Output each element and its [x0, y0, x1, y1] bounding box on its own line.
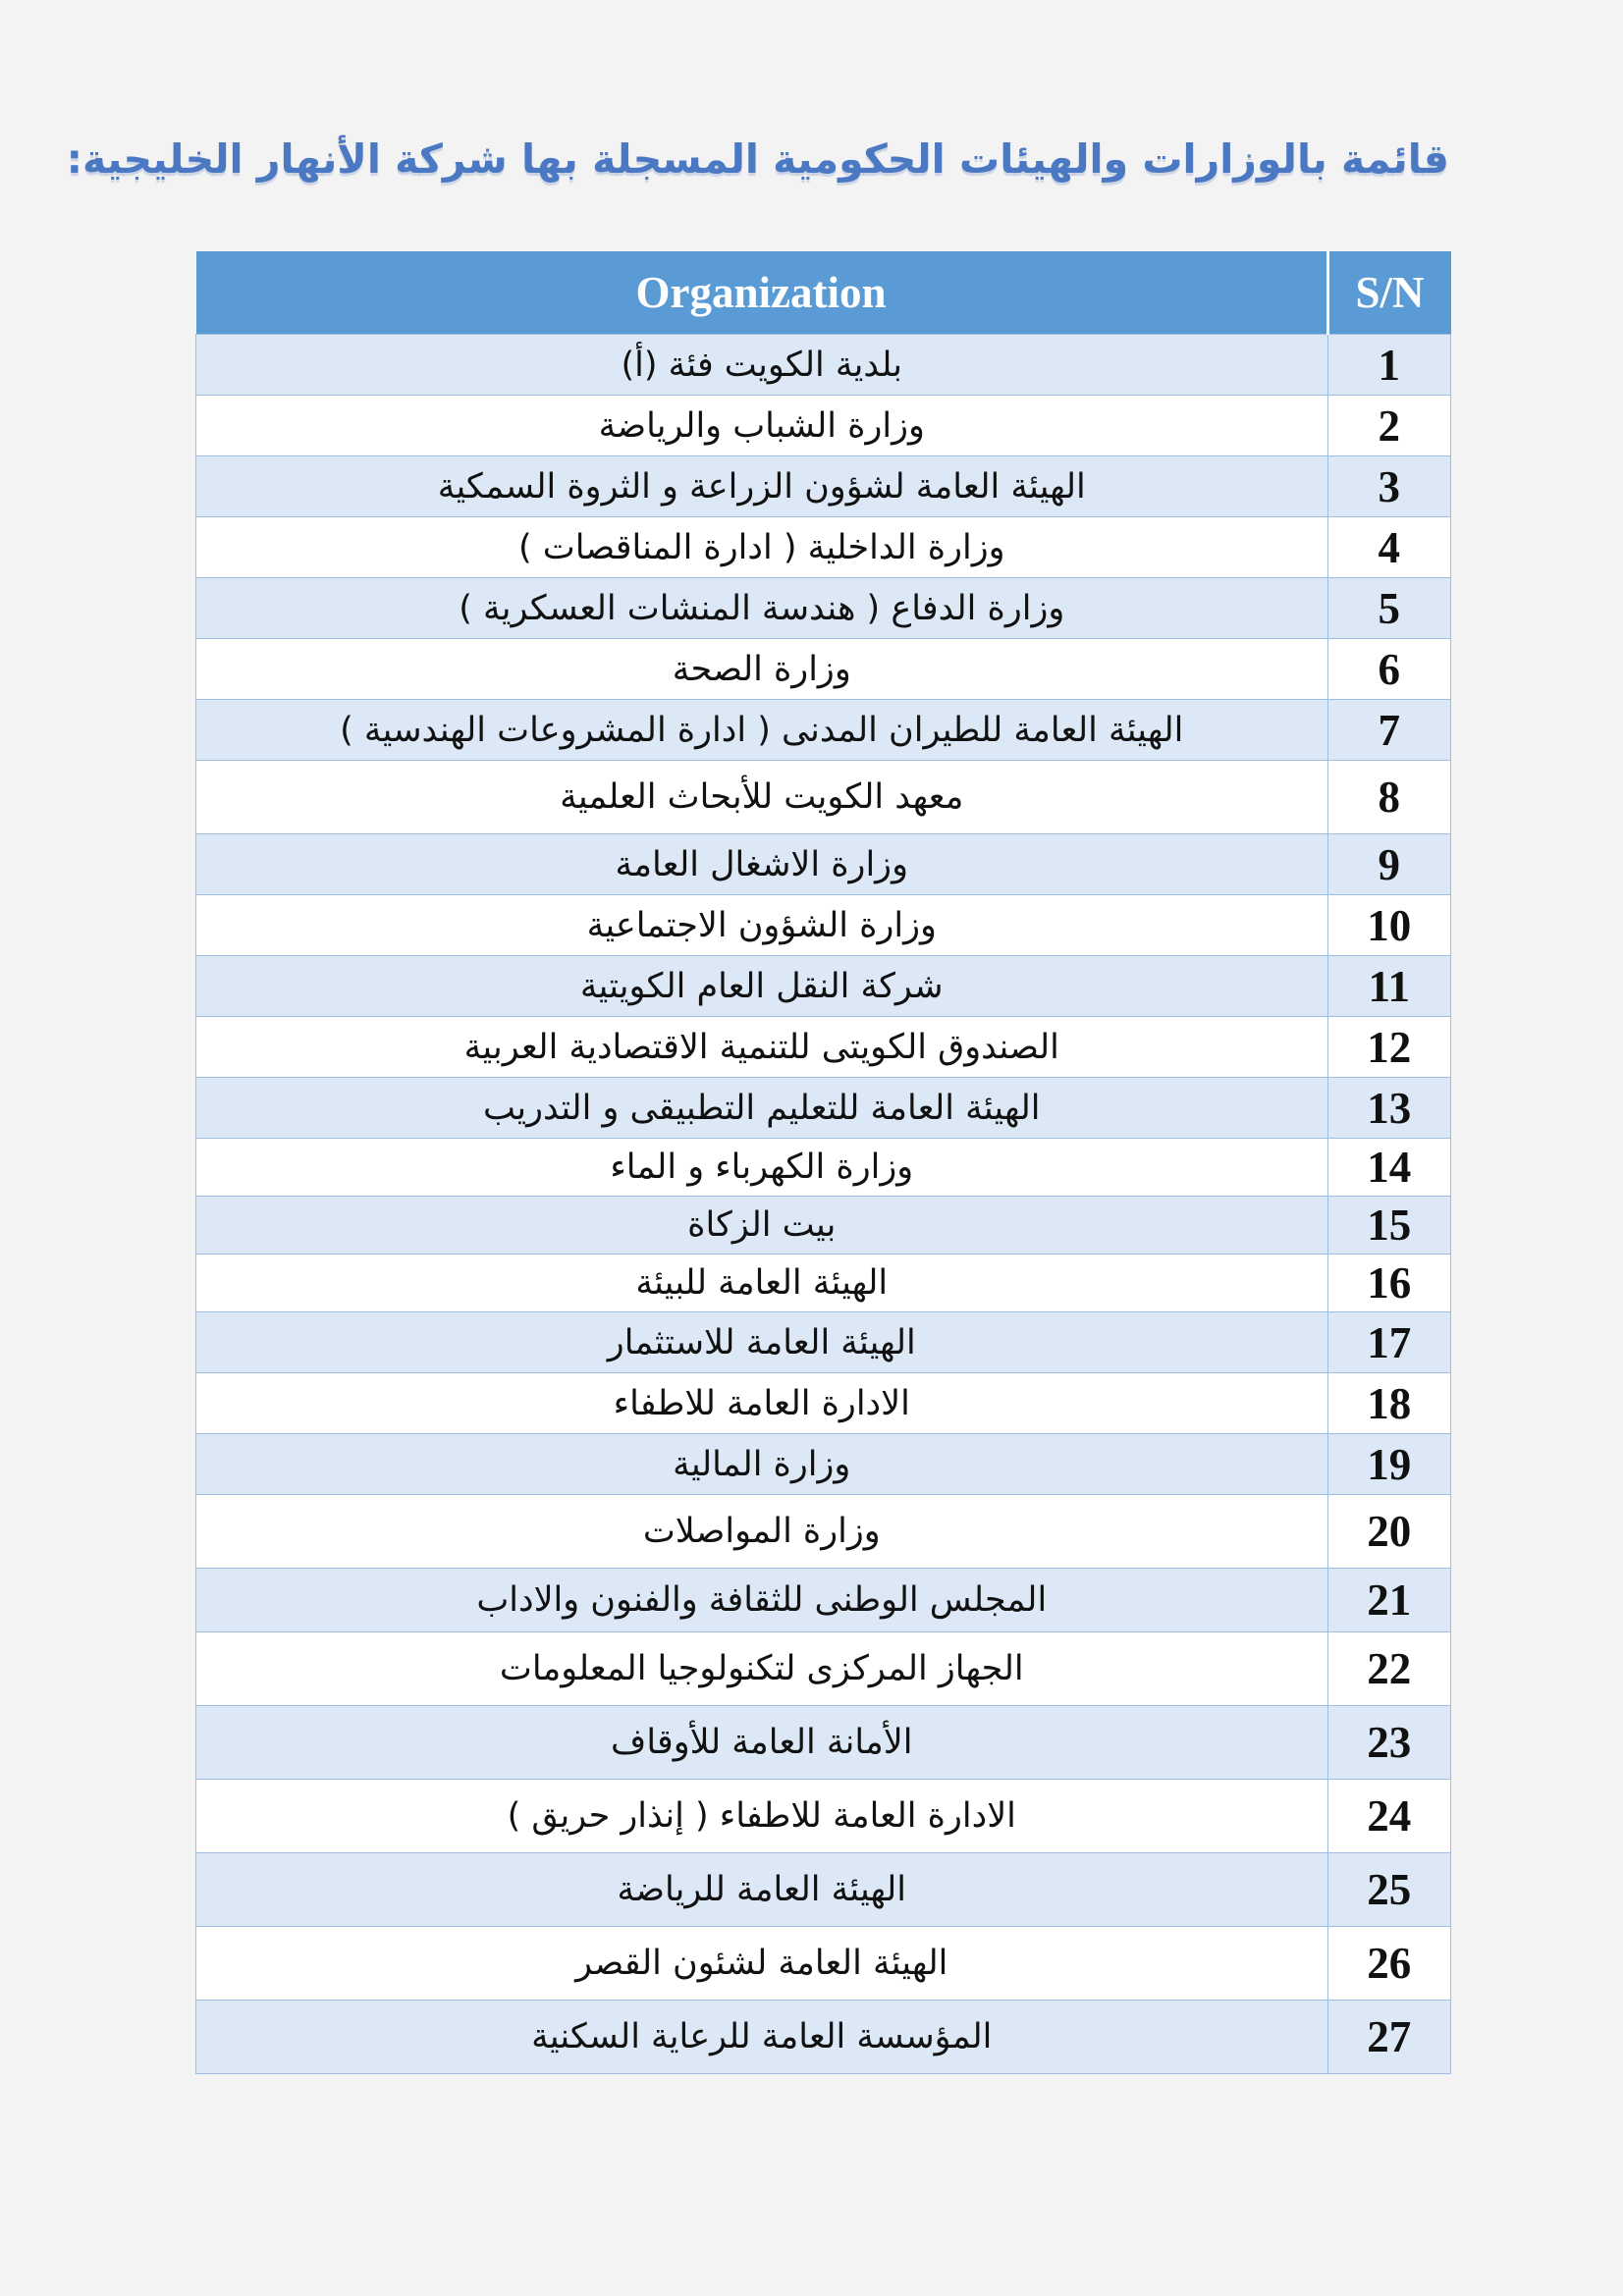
table-row	[196, 1255, 1451, 1312]
table-row	[196, 1312, 1451, 1373]
organization-cell: الهيئة العامة لشئون القصر	[196, 1927, 1328, 2001]
organization-cell: وزارة الداخلية ( ادارة المناقصات )	[196, 517, 1328, 578]
table-row	[196, 1197, 1451, 1255]
serial-number-cell: 23	[1327, 1706, 1451, 1780]
serial-number-cell: 5	[1327, 578, 1451, 639]
table-row	[196, 1927, 1451, 2001]
serial-number-cell: 25	[1327, 1853, 1451, 1927]
header-sn: S/N	[1327, 251, 1451, 335]
table-row	[196, 1853, 1451, 1927]
serial-number-cell: 20	[1327, 1495, 1451, 1569]
table-row	[196, 456, 1451, 517]
organization-cell: المجلس الوطنى للثقافة والفنون والاداب	[196, 1569, 1328, 1632]
organization-cell: وزارة الصحة	[196, 639, 1328, 700]
table-row	[196, 1078, 1451, 1139]
serial-number-cell: 2	[1327, 396, 1451, 456]
table-row	[196, 1632, 1451, 1706]
serial-number-cell: 16	[1327, 1255, 1451, 1312]
serial-number-cell: 18	[1327, 1373, 1451, 1434]
serial-number-cell: 15	[1327, 1197, 1451, 1255]
serial-number-cell: 4	[1327, 517, 1451, 578]
organization-cell: بلدية الكويت فئة (أ)	[196, 335, 1328, 396]
table-row	[196, 1139, 1451, 1197]
serial-number-cell: 22	[1327, 1632, 1451, 1706]
serial-number-cell: 1	[1327, 335, 1451, 396]
table-row	[196, 578, 1451, 639]
organization-cell: الهيئة العامة للتعليم التطبيقى و التدريب	[196, 1078, 1328, 1139]
serial-number-cell: 19	[1327, 1434, 1451, 1495]
organization-cell: المؤسسة العامة للرعاية السكنية	[196, 2001, 1328, 2074]
table-row	[196, 1017, 1451, 1078]
table-row	[196, 956, 1451, 1017]
table-body	[196, 335, 1451, 2074]
table-row	[196, 834, 1451, 895]
organization-cell: الهيئة العامة لشؤون الزراعة و الثروة السمكية	[196, 456, 1328, 517]
organization-cell: الادارة العامة للاطفاء ( إنذار حريق )	[196, 1780, 1328, 1853]
table-row	[196, 1434, 1451, 1495]
organization-cell: الصندوق الكويتى للتنمية الاقتصادية العربية	[196, 1017, 1328, 1078]
organization-cell: وزارة الاشغال العامة	[196, 834, 1328, 895]
serial-number-cell: 10	[1327, 895, 1451, 956]
organization-cell: وزارة الكهرباء و الماء	[196, 1139, 1328, 1197]
organization-cell: الادارة العامة للاطفاء	[196, 1373, 1328, 1434]
serial-number-cell: 21	[1327, 1569, 1451, 1632]
page-title: قائمة بالوزارات والهيئات الحكومية المسجلة بها شركة الأنهار الخليجية:	[66, 135, 1449, 183]
serial-number-cell: 24	[1327, 1780, 1451, 1853]
organization-cell: الجهاز المركزى لتكنولوجيا المعلومات	[196, 1632, 1328, 1706]
table-row	[196, 517, 1451, 578]
table-row	[196, 700, 1451, 761]
organization-cell: وزارة المالية	[196, 1434, 1328, 1495]
organization-cell: وزارة الدفاع ( هندسة المنشات العسكرية )	[196, 578, 1328, 639]
table-row	[196, 895, 1451, 956]
organization-cell: الهيئة العامة للاستثمار	[196, 1312, 1328, 1373]
header-organization: Organization	[196, 251, 1328, 335]
table-row	[196, 1569, 1451, 1632]
serial-number-cell: 14	[1327, 1139, 1451, 1197]
organization-cell: الأمانة العامة للأوقاف	[196, 1706, 1328, 1780]
table-header-row	[196, 251, 1451, 335]
serial-number-cell: 3	[1327, 456, 1451, 517]
serial-number-cell: 13	[1327, 1078, 1451, 1139]
serial-number-cell: 26	[1327, 1927, 1451, 2001]
table-row	[196, 2001, 1451, 2074]
serial-number-cell: 11	[1327, 956, 1451, 1017]
serial-number-cell: 17	[1327, 1312, 1451, 1373]
table-row	[196, 396, 1451, 456]
organization-cell: الهيئة العامة للطيران المدنى ( ادارة المشروعات الهندسية )	[196, 700, 1328, 761]
organization-cell: الهيئة العامة للبيئة	[196, 1255, 1328, 1312]
table-row	[196, 761, 1451, 834]
organization-cell: معهد الكويت للأبحاث العلمية	[196, 761, 1328, 834]
table-row	[196, 1495, 1451, 1569]
table-row	[196, 1373, 1451, 1434]
organization-cell: بيت الزكاة	[196, 1197, 1328, 1255]
serial-number-cell: 9	[1327, 834, 1451, 895]
organizations-table	[195, 251, 1451, 2074]
organization-cell: شركة النقل العام الكويتية	[196, 956, 1328, 1017]
table-row	[196, 1780, 1451, 1853]
serial-number-cell: 27	[1327, 2001, 1451, 2074]
serial-number-cell: 12	[1327, 1017, 1451, 1078]
serial-number-cell: 8	[1327, 761, 1451, 834]
serial-number-cell: 6	[1327, 639, 1451, 700]
organization-cell: وزارة الشؤون الاجتماعية	[196, 895, 1328, 956]
table-row	[196, 1706, 1451, 1780]
organization-cell: وزارة الشباب والرياضة	[196, 396, 1328, 456]
table-row	[196, 639, 1451, 700]
serial-number-cell: 7	[1327, 700, 1451, 761]
organization-cell: وزارة المواصلات	[196, 1495, 1328, 1569]
organization-cell: الهيئة العامة للرياضة	[196, 1853, 1328, 1927]
table-row	[196, 335, 1451, 396]
